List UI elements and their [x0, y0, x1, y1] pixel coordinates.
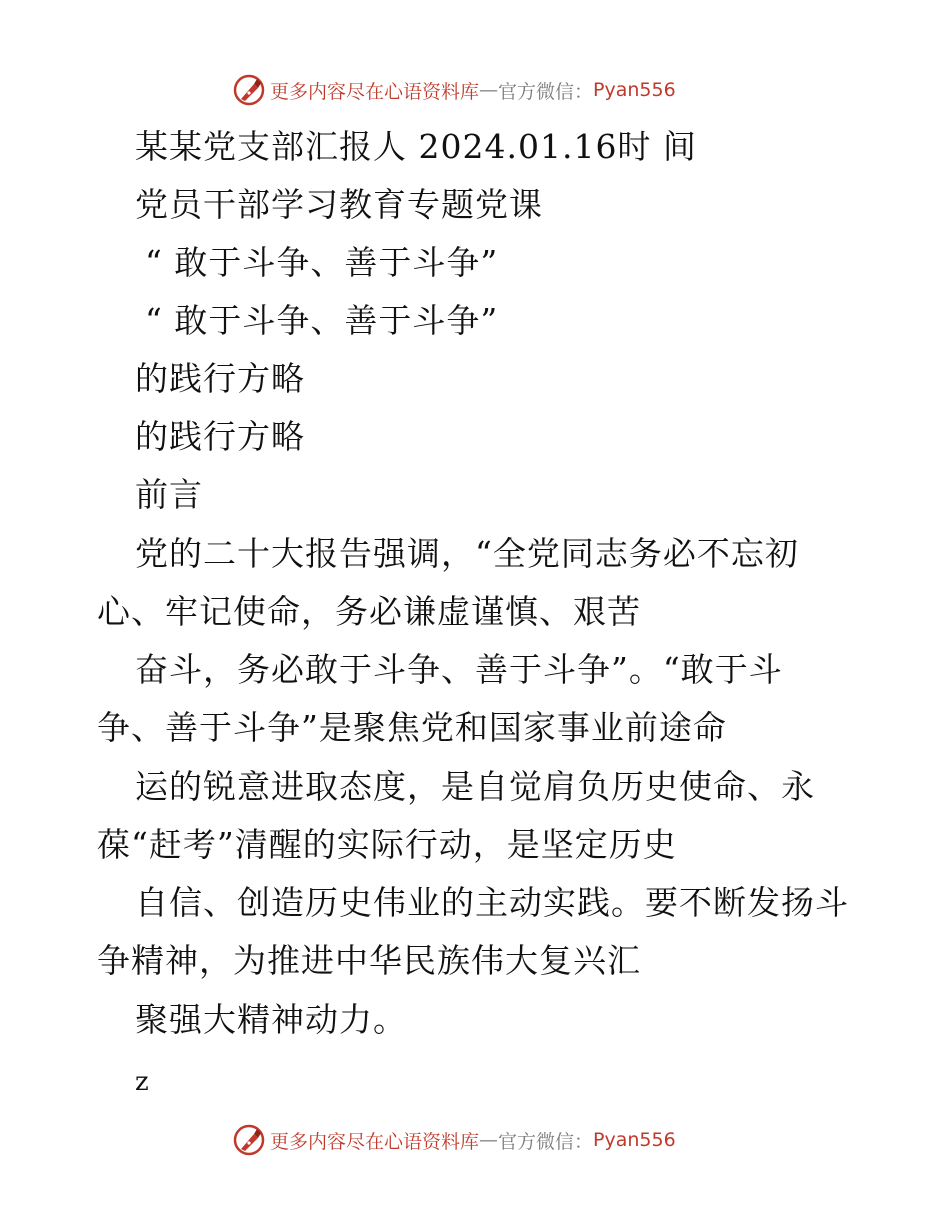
course-title-line: 党员干部学习教育专题党课: [135, 185, 543, 224]
paragraph-line: 争精神，为推进中华民族伟大复兴汇: [97, 941, 641, 980]
banner-separator: —: [479, 79, 499, 101]
paragraph-line: 党的二十大报告强调，“全党同志务必不忘初: [135, 534, 799, 573]
paragraph-line: 心、牢记使命，务必谦虚谨慎、艰苦: [97, 592, 641, 631]
stray-letter: z: [135, 1067, 150, 1097]
paragraph-line: 运的锐意进取态度，是自觉肩负历史使命、永: [135, 767, 815, 806]
banner-brand-text: 更多内容尽在心语资料库: [270, 80, 480, 103]
subtitle-line-2: 的践行方略: [135, 417, 305, 456]
paragraph-line: 葆“赶考”清醒的实际行动，是坚定历史: [97, 825, 677, 864]
header-watermark-banner: [232, 70, 676, 110]
pen-nib-circle-icon: [232, 1123, 266, 1157]
footer-watermark-banner: [232, 1120, 676, 1160]
paragraph-line: 聚强大精神动力。: [135, 1000, 407, 1039]
banner-brand-text: 更多内容尽在心语资料库: [270, 1130, 480, 1153]
paragraph-line: 自信、创造历史伟业的主动实践。要不断发扬斗: [135, 883, 849, 922]
topic-line-1: “ 敢于斗争、善于斗争”: [145, 243, 499, 282]
topic-line-2: “ 敢于斗争、善于斗争”: [145, 301, 499, 340]
banner-wechat-id: Pyan556: [593, 1129, 676, 1151]
banner-official-label: 官方微信：: [498, 80, 594, 103]
subtitle-line-1: 的践行方略: [135, 359, 305, 398]
paragraph-line: 奋斗，务必敢于斗争、善于斗争”。“敢于斗: [135, 650, 783, 689]
paragraph-line: 争、善于斗争”是聚焦党和国家事业前途命: [97, 708, 727, 747]
banner-wechat-id: Pyan556: [593, 79, 676, 101]
report-meta-line: 某某党支部汇报人 2024.01.16时 间: [135, 127, 697, 166]
banner-official-label: 官方微信：: [498, 1130, 594, 1153]
section-heading-preface: 前言: [135, 475, 203, 514]
banner-separator: —: [479, 1129, 499, 1151]
pen-nib-circle-icon: [232, 73, 266, 107]
